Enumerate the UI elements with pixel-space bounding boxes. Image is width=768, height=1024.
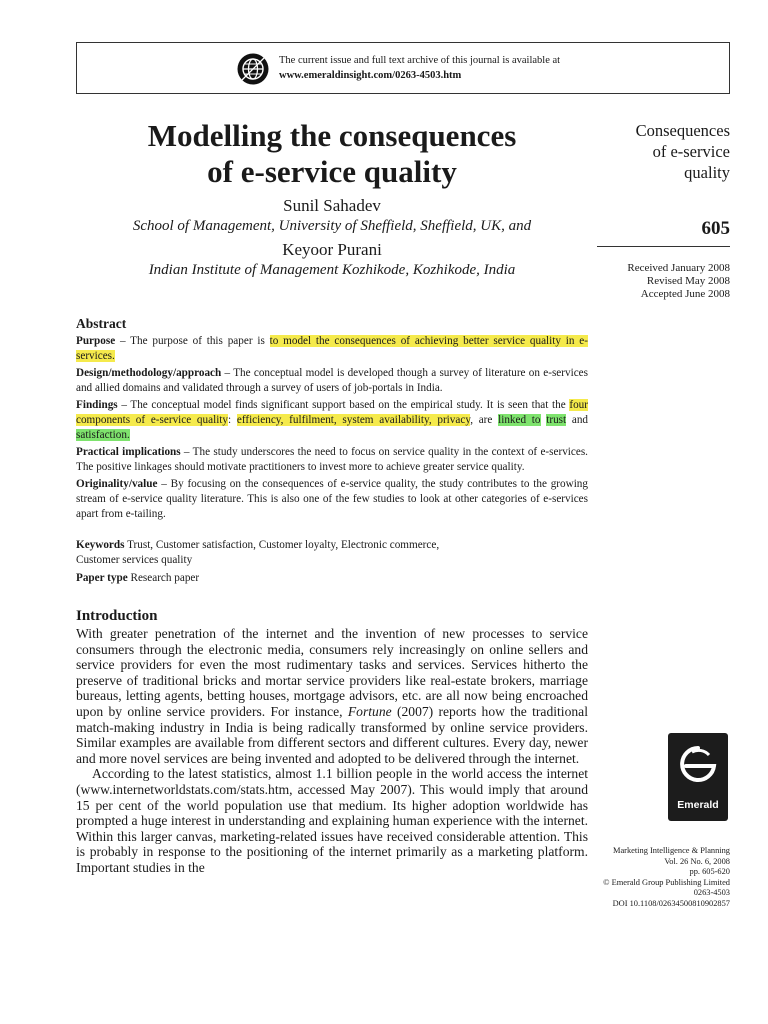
findings-text: – The conceptual model finds significant support based on the empirical study. It is seen that the — [117, 398, 570, 411]
keywords-text: Trust, Customer satisfaction, Customer loyalty, Electronic commerce, — [124, 539, 440, 551]
keywords-label: Keywords — [76, 539, 125, 551]
author-name-2: Keyoor Purani — [282, 240, 382, 259]
keywords — [76, 538, 588, 567]
practical-label: Practical implications — [76, 445, 181, 458]
title-line-2: of e-service quality — [207, 154, 457, 189]
abstract-purpose — [76, 334, 588, 365]
article-title — [76, 118, 588, 190]
received-date: Received January 2008 — [627, 262, 730, 274]
journal-availability-box — [76, 42, 730, 94]
paragraph-text: (2007) reports how the traditional match-making industry in India is being radically transformed by online service providers. Similar examples are available from different sectors and different cultures. Every day, newer and more novel services are being invented and adopted to be delivered through the internet. — [76, 703, 588, 766]
paragraph-text: With greater penetration of the internet and the invention of new processes to service consumers through the electronic media, consumers rely increasingly on online sellers and service providers for even the most rudimentary tasks and services. Services hitherto the preserve of traditional bricks and mortar service providers like real-estate brokers, marriage bureaus, letting agents, betting houses, mortgage advisors, etc. are all now being encroached upon by online service providers. For instance, — [76, 626, 588, 719]
divider — [597, 246, 730, 247]
highlight-yellow: efficiency, fulfilment, system availability, privacy — [236, 414, 471, 427]
paragraph — [76, 626, 588, 766]
emerald-logo — [668, 733, 728, 821]
page-number: 605 — [701, 218, 730, 239]
highlight-yellow: four components of e-service quality — [76, 398, 588, 427]
journal-volume: Vol. 26 No. 6, 2008 — [664, 856, 730, 866]
findings-text: , are — [470, 414, 499, 427]
introduction-heading: Introduction — [76, 608, 158, 624]
logo-wordmark: Emerald — [677, 799, 719, 811]
emerald-e-icon — [678, 743, 718, 791]
submission-dates — [598, 262, 730, 301]
title-line-1: Modelling the consequences — [147, 118, 517, 153]
purpose-text: – The purpose of this paper is — [115, 335, 270, 347]
abstract-heading: Abstract — [76, 316, 127, 331]
journal-doi: DOI 10.1108/02634500810902857 — [612, 898, 730, 908]
running-title-line: of e-service — [652, 142, 730, 161]
findings-text: and — [566, 414, 589, 427]
highlight-yellow: to model the consequences of achieving better service quality in e-services. — [76, 335, 588, 363]
keywords-text: Customer services quality — [76, 553, 193, 566]
journal-name: Marketing Intelligence & Planning — [613, 846, 730, 855]
design-label: Design/methodology/approach — [76, 366, 222, 379]
highlight-green: linked to — [498, 414, 541, 427]
journal-copyright: © Emerald Group Publishing Limited — [603, 877, 730, 887]
paper-type-label: Paper type — [76, 572, 128, 584]
design-text: – The conceptual model is developed though a survey of literature on e-services and allied domains and validated through a survey of users of job-portals in India. — [76, 366, 588, 395]
purpose-label: Purpose — [76, 335, 116, 347]
practical-text: – The study underscores the need to focus on service quality in the context of e-services. The positive linkages should motivate practitioners to invest more to achieve greater service quality. — [76, 445, 588, 474]
abstract-practical — [76, 445, 588, 476]
findings-text: : — [228, 414, 237, 427]
abstract-findings — [76, 398, 588, 444]
availability-text: The current issue and full text archive of this journal is available at — [279, 55, 561, 66]
introduction-body — [76, 626, 588, 876]
journal-info — [580, 846, 730, 910]
running-title — [598, 120, 730, 183]
paper-type — [76, 571, 588, 586]
originality-text: – By focusing on the consequences of e-service quality, the study contributes to the growing stream of e-service quality literature. This is also one of the few studies to look at other categories of e-services apart from e-tailing. — [76, 477, 588, 521]
citation-italic: Fortune — [347, 703, 392, 719]
journal-pages: pp. 605-620 — [689, 867, 730, 877]
originality-label: Originality/value — [76, 477, 158, 490]
abstract-originality — [76, 477, 588, 523]
paper-type-text: Research paper — [127, 572, 200, 584]
accepted-date: Accepted June 2008 — [640, 288, 730, 300]
author-affiliation-1: School of Management, University of Sheffield, Sheffield, UK, and — [132, 218, 532, 234]
running-title-line: Consequences — [635, 121, 730, 140]
journal-issn: 0263-4503 — [693, 888, 730, 898]
author-name-1: Sunil Sahadev — [283, 196, 381, 215]
highlight-green: satisfaction. — [76, 429, 130, 442]
journal-url-link[interactable]: www.emeraldinsight.com/0263-4503.htm — [279, 70, 462, 81]
abstract-body — [76, 334, 588, 523]
highlight-green: trust — [546, 414, 567, 427]
author-affiliation-2: Indian Institute of Management Kozhikode, Kozhikode, India — [148, 262, 516, 278]
abstract-design — [76, 366, 588, 397]
globe-icon — [237, 53, 269, 85]
revised-date: Revised May 2008 — [646, 275, 730, 287]
findings-label: Findings — [76, 398, 118, 411]
running-title-line: quality — [684, 163, 730, 182]
paragraph: According to the latest statistics, almost 1.1 billion people in the world access the internet (www.internetworldstats.com/stats.htm, accessed May 2007). This would imply that around 15 per cent of the world population use that medium. Its higher adoption worldwide has prompted a huge interest in understanding and explaining human experience with the internet. Within this larger canvas, marketing-related issues have received considerable attention. This is probably in response to the positioning of the internet primarily as a marketing platform. Important studies in the — [76, 766, 588, 875]
